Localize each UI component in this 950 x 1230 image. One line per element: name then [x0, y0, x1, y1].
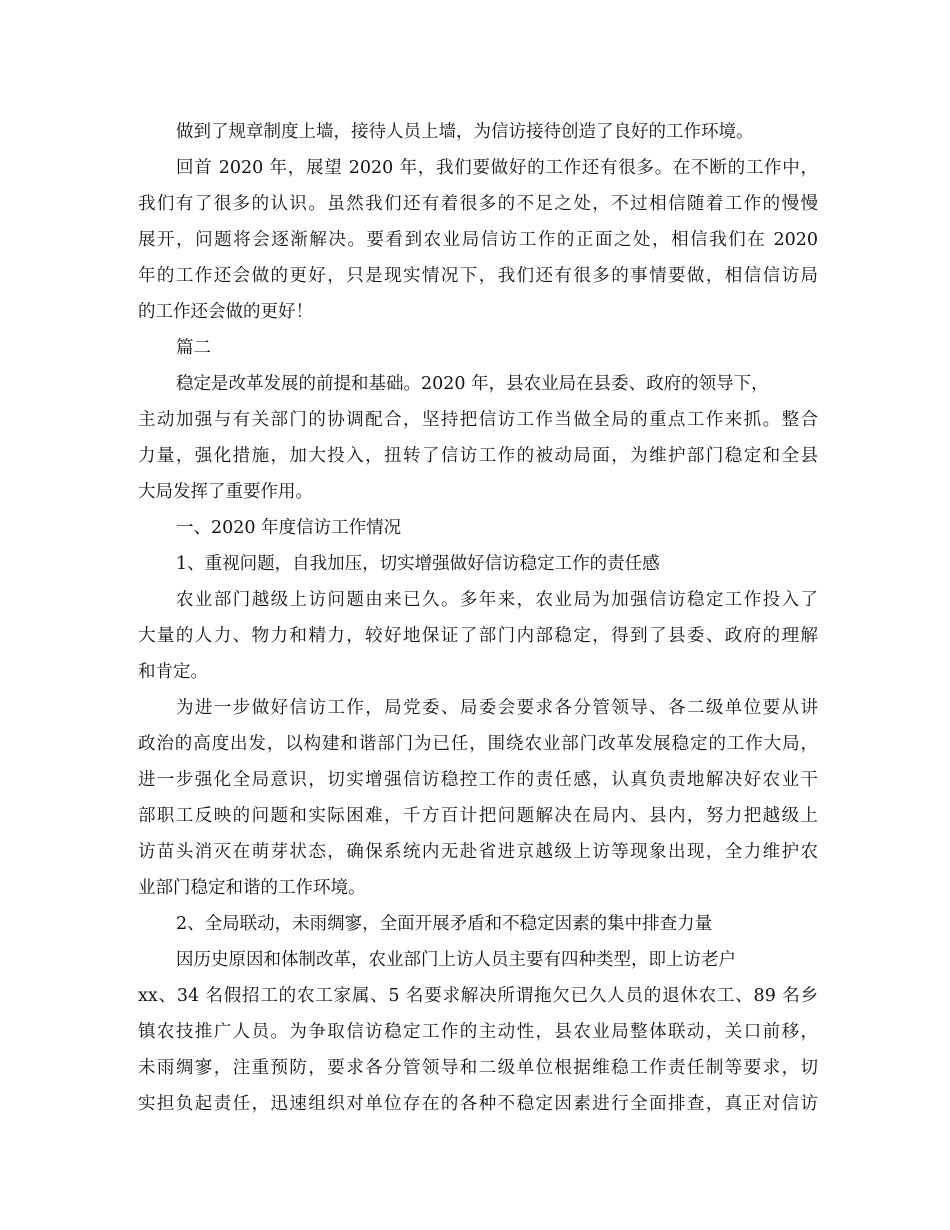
- subsection-heading: 2、全局联动，未雨绸寥，全面开展矛盾和不稳定因素的集中排查力量: [176, 914, 713, 934]
- paragraph-line: 因历史原因和体制改革，农业部门上访人员主要有四种类型，即上访老户: [176, 950, 736, 970]
- paragraph-line: 大量的人力、物力和精力，较好地保证了部门内部稳定，得到了县委、政府的理解: [138, 626, 818, 646]
- paragraph-line: 力量，强化措施，加大投入，扭转了信访工作的被动局面，为维护部门稳定和全县: [138, 446, 818, 466]
- paragraph-line: 实担负起责任，迅速组织对单位存在的各种不稳定因素进行全面排查，真正对信访: [138, 1094, 818, 1114]
- paragraph-line: 未雨绸寥，注重预防，要求各分管领导和二级单位根据维稳工作责任制等要求，切: [138, 1058, 818, 1078]
- paragraph-line: 做到了规章制度上墙，接待人员上墙，为信访接待创造了良好的工作环境。: [176, 122, 754, 142]
- paragraph-line: 镇农技推广人员。为争取信访稳定工作的主动性，县农业局整体联动，关口前移，: [138, 1022, 818, 1042]
- paragraph-line: 部职工反映的问题和实际困难，千方百计把问题解决在局内、县内，努力把越级上: [138, 806, 818, 826]
- paragraph-line: 业部门稳定和谐的工作环境。: [138, 878, 366, 898]
- subsection-heading: 一、2020 年度信访工作情况: [176, 518, 402, 538]
- paragraph-line: 年的工作还会做的更好，只是现实情况下，我们还有很多的事情要做，相信信访局: [138, 266, 818, 286]
- paragraph-line: 回首 2020 年，展望 2020 年，我们要做好的工作还有很多。在不断的工作中，: [176, 158, 818, 178]
- paragraph-line: 为进一步做好信访工作，局党委、局委会要求各分管领导、各二级单位要从讲: [176, 698, 818, 718]
- paragraph-line: 的工作还会做的更好！: [138, 302, 313, 322]
- paragraph-line: xx、34 名假招工的农工家属、5 名要求解决所谓拖欠已久人员的退休农工、89 名乡: [138, 986, 818, 1006]
- paragraph-line: 展开，问题将会逐渐解决。要看到农业局信访工作的正面之处，相信我们在 2020: [138, 230, 818, 250]
- paragraph-line: 稳定是改革发展的前提和基础。2020 年，县农业局在县委、政府的领导下，: [176, 374, 769, 394]
- paragraph-line: 访苗头消灭在萌芽状态，确保系统内无赴省进京越级上访等现象出现，全力维护农: [138, 842, 818, 862]
- paragraph-line: 主动加强与有关部门的协调配合，坚持把信访工作当做全局的重点工作来抓。整合: [138, 410, 818, 430]
- paragraph-line: 进一步强化全局意识，切实增强信访稳控工作的责任感，认真负责地解决好农业干: [138, 770, 818, 790]
- paragraph-line: 农业部门越级上访问题由来已久。多年来，农业局为加强信访稳定工作投入了: [176, 590, 818, 610]
- paragraph-line: 大局发挥了重要作用。: [138, 482, 313, 502]
- subsection-heading: 1、重视问题，自我加压，切实增强做好信访稳定工作的责任感: [176, 554, 660, 574]
- paragraph-line: 和肯定。: [138, 662, 208, 682]
- paragraph-line: 政治的高度出发，以构建和谐部门为已任，围绕农业部门改革发展稳定的工作大局，: [138, 734, 818, 754]
- paragraph-line: 我们有了很多的认识。虽然我们还有着很多的不足之处，不过相信随着工作的慢慢: [138, 194, 818, 214]
- section-heading: 篇二: [176, 338, 211, 358]
